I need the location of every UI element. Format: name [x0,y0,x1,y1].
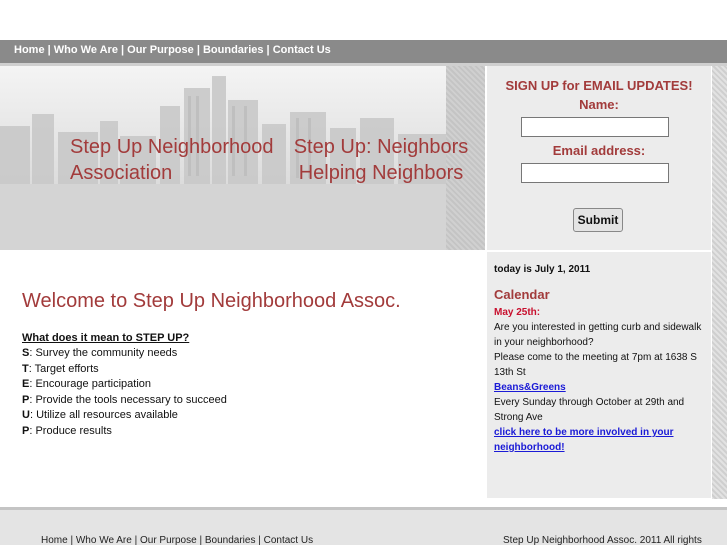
page-title: Welcome to Step Up Neighborhood Assoc. [22,290,401,312]
email-label: Email address: [552,143,646,158]
nav-separator: | [196,44,203,56]
event-meeting-info: Please come to the meeting at 7pm at 1638 S 13th St [494,352,697,378]
nav-separator: | [266,44,273,56]
hero-title-right-line2: Helping Neighbors [298,162,464,184]
copyright-text: Step Up Neighborhood Assoc. 2011 All rights [503,535,702,546]
hero-title-right [293,134,469,186]
signup-heading: SIGN UP for EMAIL UPDATES! [505,78,693,93]
nav-link-our-purpose[interactable]: Our Purpose [127,44,194,56]
right-stripe-pattern [712,66,727,499]
nav-separator: | [47,44,54,56]
event-date: May 25th: [494,307,541,318]
event-description: Are you interested in getting curb and sidewalk in your neighborhood? [494,322,702,348]
hero-banner [0,66,485,250]
hero-title-left-line2: Association [70,162,173,184]
footer-separator: | [199,535,205,546]
footer-link-home[interactable]: Home [41,535,68,546]
acrostic-letter: P [22,393,30,406]
nav-link-home[interactable]: Home [14,44,45,56]
acrostic-text: : Encourage participation [29,378,152,390]
hero-title-left-line1: Step Up Neighborhood [70,136,274,158]
acrostic-list [22,346,472,439]
acrostic-text: : Survey the community needs [29,347,178,359]
top-nav-bar [0,40,727,66]
footer-link-who-we-are[interactable]: Who We Are [75,535,132,546]
list-item [22,424,472,440]
acrostic-letter: P [22,424,30,437]
list-item [22,393,472,409]
footer-separator: | [258,535,264,546]
event2-description: Every Sunday through October at 29th and Strong Ave [494,397,685,423]
get-involved-link[interactable]: click here to be more involved in your neighborhood! [494,427,674,453]
list-item [22,408,472,424]
footer-separator: | [134,535,140,546]
nav-separator: | [121,44,128,56]
calendar-title: Calendar [494,287,550,302]
footer-links [41,535,313,546]
calendar-events [494,305,706,455]
acrostic-text: : Provide the tools necessary to succeed [29,393,227,406]
acrostic-text: : Produce results [29,424,112,437]
top-nav-links [14,44,331,56]
nav-link-who-we-are[interactable]: Who We Are [53,44,118,56]
name-label: Name: [579,97,619,112]
email-signup-panel [487,66,711,250]
footer-separator: | [70,535,76,546]
acrostic-letter: E [22,378,30,390]
acrostic-letter: U [22,409,30,421]
footer-link-contact-us[interactable]: Contact Us [263,535,314,546]
acrostic-letter: T [22,362,29,375]
calendar-sidebar [487,252,711,498]
beans-greens-link[interactable]: Beans&Greens [494,382,566,393]
acrostic-text: : Utilize all resources available [29,409,178,421]
list-item [22,377,472,393]
hero-title-left [70,134,273,186]
nav-link-contact-us[interactable]: Contact Us [272,44,331,56]
acrostic-letter: S [22,347,30,359]
footer [0,507,727,545]
list-item [22,346,472,362]
footer-link-boundaries[interactable]: Boundaries [204,535,256,546]
footer-link-our-purpose[interactable]: Our Purpose [139,535,197,546]
submit-button[interactable]: Submit [573,208,623,232]
nav-link-boundaries[interactable]: Boundaries [202,44,264,56]
today-date: today is July 1, 2011 [494,264,591,275]
main-content [22,290,472,439]
hero-title-right-line1: Step Up: Neighbors [293,136,469,158]
acrostic-text: : Target efforts [28,362,99,375]
list-item [22,362,472,378]
name-field[interactable] [521,117,669,137]
step-up-question: What does it mean to STEP UP? [22,332,190,344]
email-field[interactable] [521,163,669,183]
